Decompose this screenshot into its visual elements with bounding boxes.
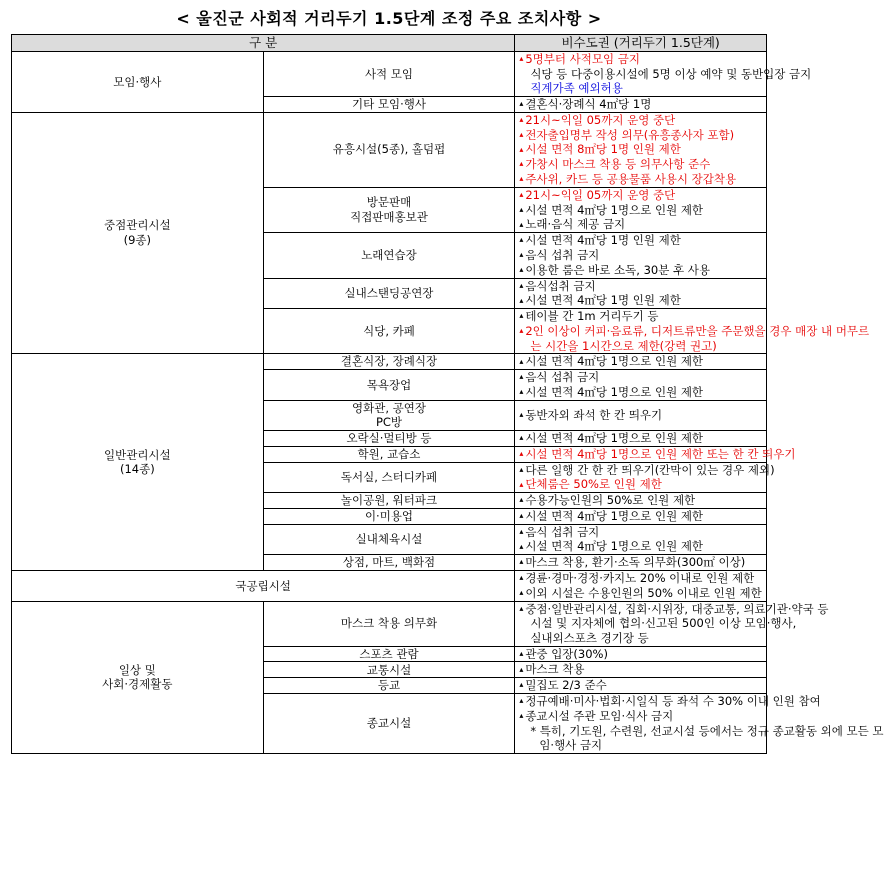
- measure-text: 21시~익일 05까지 운영 중단: [525, 187, 676, 202]
- item-label: 학원, 교습소: [357, 446, 421, 461]
- measure-text: 는 시간을 1시간으로 제한(강력 권고): [530, 338, 717, 353]
- measure-text: 음식섭취 금지: [525, 278, 596, 293]
- measure-text: 시설 및 지자체에 협의·신고된 500인 이상 모임·행사,: [530, 616, 797, 631]
- measure-line: [519, 142, 764, 157]
- measure-line: [519, 477, 764, 492]
- item-label: 노래연습장: [361, 248, 417, 263]
- item-cell: [263, 601, 515, 646]
- measure-cell: [515, 678, 767, 694]
- measure-line: [519, 66, 812, 82]
- item-cell: [263, 508, 515, 524]
- measure-line: [519, 408, 764, 423]
- bullet-triangle-icon: ▴: [519, 526, 524, 536]
- category-label: (9종): [123, 233, 152, 248]
- measure-text: 시설 면적 4㎡당 1명 인원 제한: [525, 233, 681, 248]
- item-label: 사적 모임: [364, 66, 414, 81]
- measure-line: [519, 385, 764, 400]
- measure-cell: [515, 694, 884, 754]
- measure-text: 경륜·경마·경정·카지노 20% 이내로 인원 제한: [525, 571, 755, 586]
- measure-cell: [515, 278, 767, 309]
- item-label: 실내스탠딩공연장: [344, 286, 434, 301]
- bullet-triangle-icon: ▴: [519, 295, 524, 305]
- item-cell: [263, 354, 515, 370]
- category-label: 중점관리시설: [104, 218, 171, 233]
- bullet-triangle-icon: ▴: [519, 603, 524, 613]
- item-cell: [263, 233, 515, 278]
- bullet-triangle-icon: ▴: [519, 189, 524, 199]
- bullet-triangle-icon: ▴: [519, 235, 524, 245]
- bullet-triangle-icon: ▴: [519, 372, 524, 382]
- measure-line: [519, 586, 764, 601]
- bullet-triangle-icon: ▴: [519, 541, 524, 551]
- measure-line: [519, 647, 764, 662]
- measure-text: 수용가능인원의 50%로 인원 제한: [525, 493, 696, 508]
- item-cell: [263, 524, 515, 555]
- item-cell: [263, 493, 515, 509]
- item-label: 직접판매홍보관: [350, 209, 428, 224]
- measure-line: [519, 323, 870, 339]
- measure-cell: [515, 96, 767, 112]
- header-measures: 비수도권 (거리두기 1.5단계): [515, 35, 767, 52]
- measure-text: 관중 입장(30%): [525, 646, 608, 661]
- measure-text: 시설 면적 4㎡당 1명으로 인원 제한: [525, 202, 704, 217]
- measure-line: [519, 188, 764, 203]
- item-cell: [263, 646, 515, 662]
- measure-cell: [515, 233, 767, 278]
- bullet-triangle-icon: ▴: [519, 129, 524, 139]
- bullet-triangle-icon: ▴: [519, 264, 524, 274]
- bullet-triangle-icon: ▴: [519, 99, 524, 109]
- bullet-triangle-icon: ▴: [519, 280, 524, 290]
- bullet-triangle-icon: ▴: [519, 387, 524, 397]
- item-label: 오락실·멀티방 등: [346, 431, 432, 445]
- item-label: 실내체육시설: [355, 532, 423, 547]
- measure-text: 다른 일행 간 한 칸 띄우기(칸막이 있는 경우 제외): [525, 462, 775, 477]
- bullet-triangle-icon: ▴: [519, 410, 524, 420]
- item-label: 마스크 착용 의무화: [340, 616, 438, 631]
- header-category: 구 분: [12, 35, 515, 52]
- measure-line: [519, 279, 764, 294]
- measure-line: [519, 217, 764, 232]
- bullet-triangle-icon: ▴: [519, 664, 524, 674]
- bullet-triangle-icon: ▴: [519, 588, 524, 598]
- item-label: 등교: [377, 678, 401, 693]
- measure-text: 시설 면적 4㎡당 1명으로 인원 제한: [525, 430, 704, 445]
- measure-line: [519, 493, 764, 508]
- bullet-triangle-icon: ▴: [519, 54, 524, 64]
- measure-text: 음식 섭취 금지: [525, 370, 600, 385]
- item-cell: [263, 430, 515, 446]
- item-cell: [263, 96, 515, 112]
- bullet-triangle-icon: ▴: [519, 311, 524, 321]
- measure-line: [519, 462, 775, 478]
- category-label: 국공립시설: [235, 578, 291, 593]
- category-cell: [12, 354, 264, 571]
- bullet-triangle-icon: ▴: [519, 648, 524, 658]
- bullet-triangle-icon: ▴: [519, 696, 524, 706]
- category-label: 사회·경제활동: [102, 677, 173, 692]
- table-row: [12, 52, 767, 97]
- category-cell: [12, 601, 264, 753]
- measure-line: [519, 616, 797, 631]
- measure-line: [519, 631, 764, 646]
- bullet-triangle-icon: ▴: [519, 495, 524, 505]
- measure-line: [519, 113, 764, 128]
- measure-text: 시설 면적 4㎡당 1명으로 인원 제한: [525, 508, 704, 523]
- bullet-triangle-icon: ▴: [519, 144, 524, 154]
- measure-line: [519, 694, 821, 709]
- bullet-triangle-icon: ▴: [519, 159, 524, 169]
- category-cell: [12, 571, 515, 602]
- measure-text: 시설 면적 4㎡당 1명으로 인원 제한 또는 한 칸 띄우기: [525, 446, 796, 461]
- measure-line: [519, 339, 764, 354]
- item-cell: [263, 278, 515, 309]
- item-cell: [263, 462, 515, 493]
- item-cell: [263, 112, 515, 187]
- measure-cell: [515, 354, 767, 370]
- measure-text: 마스크 착용, 환기·소독 의무화(300㎡ 이상): [525, 555, 746, 570]
- measure-text: 가창시 마스크 착용 등 의무사항 준수: [525, 157, 711, 172]
- measure-text: 이용한 룸은 바로 소독, 30분 후 사용: [525, 262, 710, 277]
- category-label: 일상 및: [118, 662, 156, 677]
- measure-line: [519, 172, 764, 187]
- item-cell: [263, 309, 515, 354]
- measure-cell: [515, 662, 767, 678]
- category-label: (14종): [119, 462, 155, 477]
- measure-text: 단체룸은 50%로 인원 제한: [525, 477, 662, 492]
- item-label: 교통시설: [366, 662, 412, 677]
- measure-text: 종교시설 주관 모임·식사 금지: [525, 708, 674, 723]
- measure-text: 시설 면적 4㎡당 1명으로 인원 제한: [525, 384, 704, 399]
- measure-cell: [515, 555, 767, 571]
- item-label: 독서실, 스터디카페: [340, 470, 438, 484]
- measure-text: 식당 등 다중이용시설에 5명 이상 예약 및 동반입장 금지: [530, 66, 812, 81]
- category-cell: [12, 52, 264, 113]
- measure-line: [519, 662, 764, 677]
- measure-line: [519, 555, 764, 570]
- item-label: 이·미용업: [364, 508, 414, 523]
- measure-text: 2인 이상이 커피·음료류, 디저트류만을 주문했을 경우 매장 내 머무르: [525, 323, 870, 338]
- measure-text: 정규예배·미사·법회·시일식 등 좌석 수 30% 이내 인원 참여: [525, 694, 821, 709]
- bullet-triangle-icon: ▴: [519, 680, 524, 690]
- category-label: 모임·행사: [113, 74, 162, 89]
- measure-cell: [515, 646, 767, 662]
- measure-text: 결혼식·장례식 4㎡당 1명: [525, 96, 652, 111]
- document-title: < 울진군 사회적 거리두기 1.5단계 조정 주요 조치사항 >: [176, 9, 602, 28]
- bullet-triangle-icon: ▴: [519, 326, 524, 336]
- bullet-triangle-icon: ▴: [519, 219, 524, 229]
- measure-text: 마스크 착용: [525, 662, 585, 677]
- table-row: [12, 112, 767, 187]
- measure-line: [519, 601, 829, 617]
- item-cell: [263, 187, 515, 232]
- measure-text: 시설 면적 4㎡당 1명 인원 제한: [525, 293, 681, 308]
- measure-line: [519, 81, 764, 96]
- bullet-triangle-icon: ▴: [519, 711, 524, 721]
- bullet-triangle-icon: ▴: [519, 557, 524, 567]
- item-cell: [263, 555, 515, 571]
- measure-text: 중점·일반관리시설, 집회·시위장, 대중교통, 의료기관·약국 등: [525, 601, 829, 616]
- bullet-triangle-icon: ▴: [519, 511, 524, 521]
- measure-text: 직계가족 예외허용: [530, 81, 623, 96]
- item-cell: [263, 662, 515, 678]
- measure-cell: [515, 493, 767, 509]
- measure-line: [519, 309, 764, 324]
- measure-line: [519, 370, 764, 385]
- category-cell: [12, 112, 264, 354]
- measure-text: 21시~익일 05까지 운영 중단: [525, 112, 676, 127]
- measure-line: [519, 678, 764, 693]
- item-label: 목욕장업: [366, 377, 412, 392]
- item-cell: [263, 52, 515, 97]
- item-cell: [263, 678, 515, 694]
- measure-line: [519, 709, 764, 724]
- measure-line: [519, 539, 764, 554]
- measure-line: [519, 52, 764, 67]
- item-label: PC방: [375, 415, 403, 430]
- measure-text: 시설 면적 4㎡당 1명으로 인원 제한: [525, 539, 704, 554]
- measure-line: [519, 571, 764, 586]
- measure-text: 밀집도 2/3 준수: [525, 678, 607, 693]
- measure-text: 이외 시설은 수용인원의 50% 이내로 인원 제한: [525, 585, 762, 600]
- bullet-triangle-icon: ▴: [519, 250, 524, 260]
- measure-line: [519, 128, 764, 143]
- measure-line: [519, 354, 764, 369]
- measure-cell: [515, 112, 767, 187]
- measure-line: [519, 509, 764, 524]
- measure-cell: [515, 309, 870, 354]
- measure-text: 시설 면적 4㎡당 1명으로 인원 제한: [525, 354, 704, 369]
- measure-line: [519, 97, 764, 112]
- item-label: 유흥시설(5종), 홀덤펍: [332, 142, 446, 157]
- measure-line: [519, 293, 764, 308]
- measure-cell: [515, 52, 812, 97]
- bullet-triangle-icon: ▴: [519, 479, 524, 489]
- table-row: [12, 601, 767, 646]
- measure-line: [519, 525, 764, 540]
- bullet-triangle-icon: ▴: [519, 464, 524, 474]
- item-label: 식당, 카페: [363, 323, 415, 338]
- bullet-triangle-icon: ▴: [519, 204, 524, 214]
- measure-cell: [515, 508, 767, 524]
- measure-line: [519, 157, 764, 172]
- measure-text: 실내외스포츠 경기장 등: [530, 631, 649, 646]
- measure-cell: [515, 571, 767, 602]
- measure-line: [519, 203, 764, 218]
- item-label: 방문판매: [366, 195, 412, 210]
- measure-cell: [515, 462, 775, 493]
- measure-text: 전자출입명부 작성 의무(유흥종사자 포함): [525, 127, 735, 142]
- measure-line: [519, 446, 796, 462]
- item-label: 기타 모임·행사: [352, 97, 426, 112]
- item-cell: [263, 446, 515, 462]
- measures-table: [11, 34, 884, 754]
- table-row: [12, 354, 767, 370]
- measure-text: 임·행사 금지: [539, 738, 603, 753]
- table-header-row: [12, 35, 767, 52]
- bullet-triangle-icon: ▴: [519, 573, 524, 583]
- measure-text: 음식 섭취 금지: [525, 524, 600, 539]
- measure-cell: [515, 400, 767, 430]
- item-label: 놀이공원, 워터파크: [340, 493, 438, 508]
- category-label: 일반관리시설: [104, 447, 171, 462]
- item-label: 스포츠 관람: [359, 646, 419, 661]
- measure-cell: [515, 601, 829, 646]
- measure-text: * 특히, 기도원, 수련원, 선교시설 등에서는 정규 종교활동 외에 모든 모: [530, 723, 884, 738]
- measure-text: 시설 면적 8㎡당 1명 인원 제한: [525, 142, 681, 157]
- table-row: [12, 571, 767, 602]
- measure-cell: [515, 430, 767, 446]
- measure-line: [519, 233, 764, 248]
- measure-cell: [515, 187, 767, 232]
- item-cell: [263, 694, 515, 754]
- measure-text: 테이블 간 1m 거리두기 등: [525, 309, 659, 324]
- measure-text: 5명부터 사적모임 금지: [525, 52, 640, 66]
- measure-line: [519, 263, 764, 278]
- measure-text: 주사위, 카드 등 공용물품 사용시 장갑착용: [525, 171, 737, 186]
- bullet-triangle-icon: ▴: [519, 433, 524, 443]
- item-label: 상점, 마트, 백화점: [342, 555, 436, 570]
- measure-line: [519, 431, 764, 446]
- measure-cell: [515, 446, 796, 462]
- measure-line: [519, 723, 884, 739]
- measure-cell: [515, 370, 767, 401]
- item-cell: [263, 400, 515, 430]
- item-label: 영화관, 공연장: [352, 400, 426, 415]
- item-label: 종교시설: [366, 716, 412, 731]
- measure-line: [519, 738, 764, 753]
- measure-line: [519, 248, 764, 263]
- measure-cell: [515, 524, 767, 555]
- measure-text: 음식 섭취 금지: [525, 247, 600, 262]
- item-cell: [263, 370, 515, 401]
- item-label: 결혼식장, 장례식장: [340, 354, 438, 369]
- bullet-triangle-icon: ▴: [519, 174, 524, 184]
- measure-text: 노래·음식 제공 금지: [525, 217, 626, 232]
- bullet-triangle-icon: ▴: [519, 448, 524, 458]
- measure-text: 동반자외 좌석 한 칸 띄우기: [525, 407, 663, 422]
- bullet-triangle-icon: ▴: [519, 114, 524, 124]
- bullet-triangle-icon: ▴: [519, 356, 524, 366]
